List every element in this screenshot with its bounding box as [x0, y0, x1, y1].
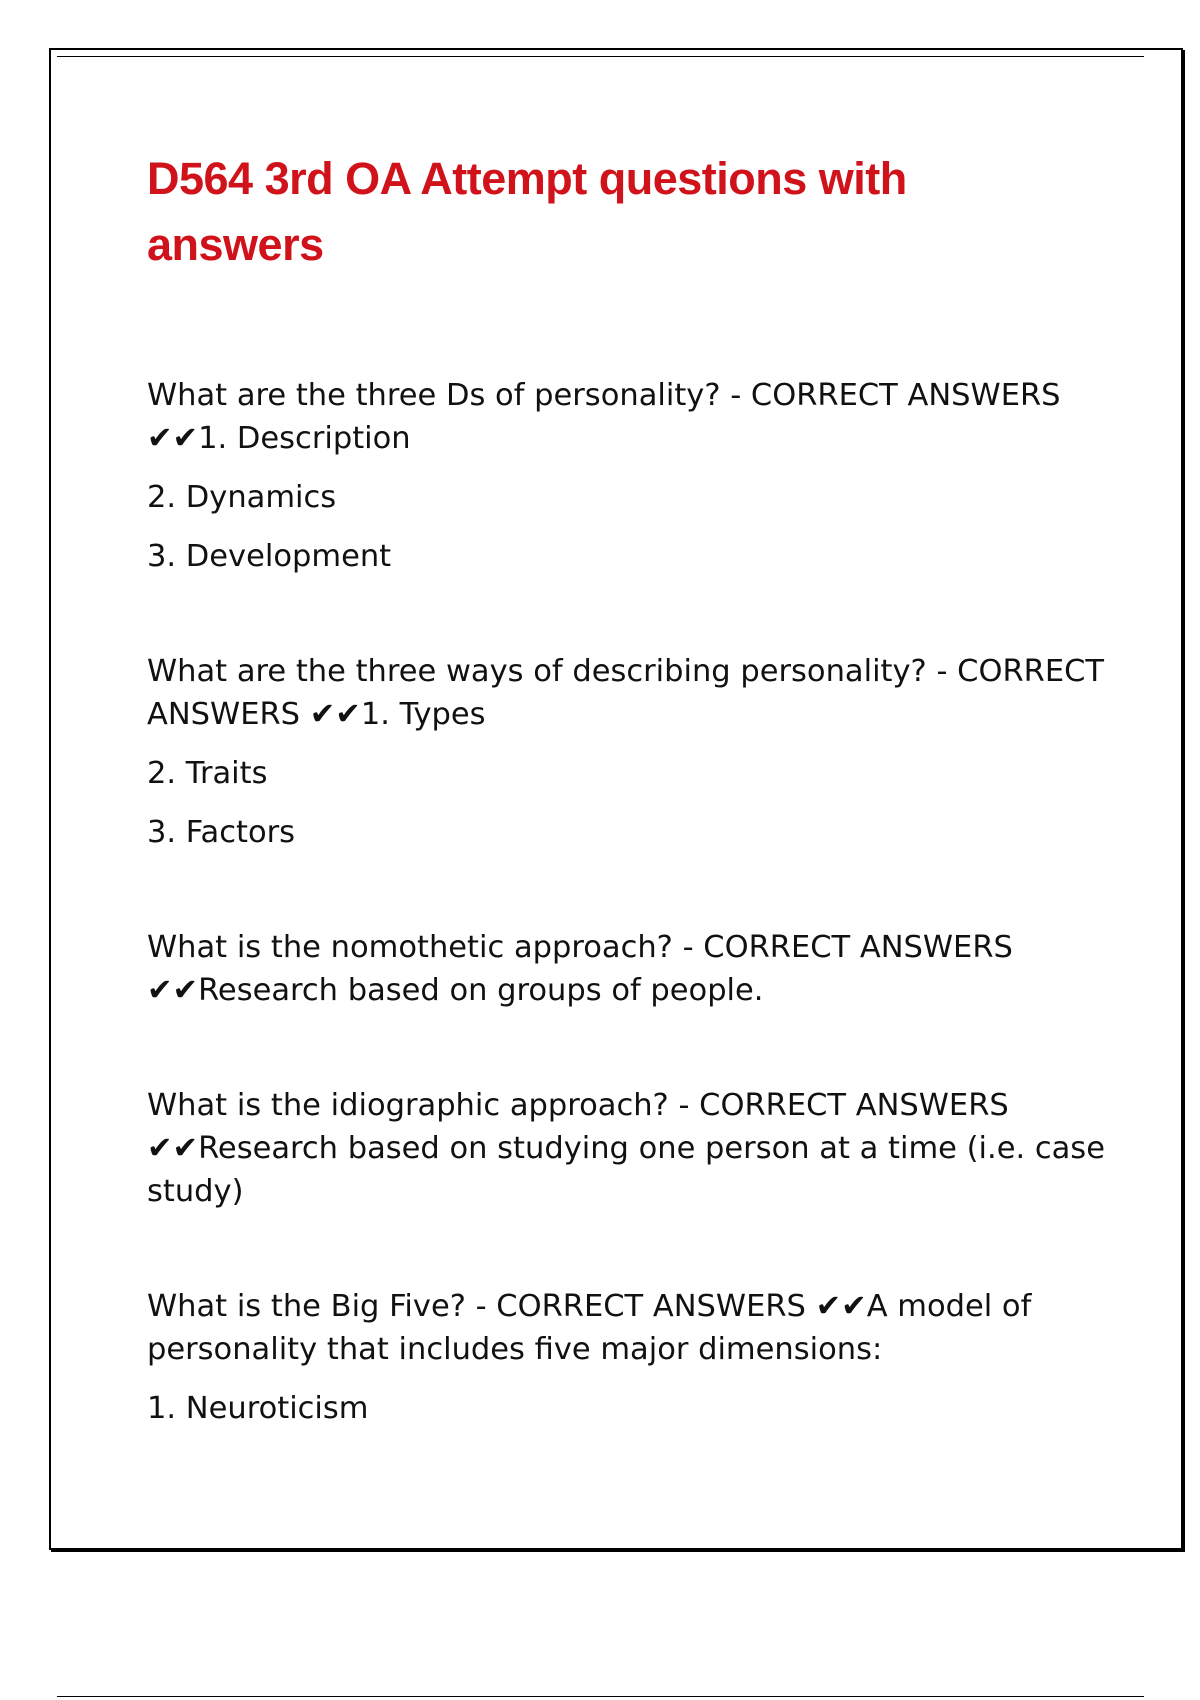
qa-item-three-ds [147, 374, 1127, 578]
qa-question-text: What is the idiographic approach? - CORRECT ANSWERS ✔✔Research based on studying one person at a time (i.e. case study) [147, 1088, 1105, 1209]
qa-answer-line: 2. Traits [147, 756, 268, 791]
bottom-rule [57, 1696, 1144, 1697]
qa-item-idiographic [147, 1084, 1127, 1213]
top-rule [57, 56, 1144, 57]
qa-item-describing-personality [147, 650, 1127, 854]
qa-question-text: What are the three ways of describing personality? - CORRECT ANSWERS ✔✔1. Types [147, 654, 1105, 732]
qa-question-text: What is the Big Five? - CORRECT ANSWERS ✔✔A model of personality that includes five major dimensions: [147, 1289, 1032, 1367]
qa-answer-line: 3. Development [147, 539, 392, 574]
qa-question-text: What are the three Ds of personality? - CORRECT ANSWERS ✔✔1. Description [147, 378, 1061, 456]
page-frame [49, 48, 1183, 1550]
qa-answer-line: 1. Neuroticism [147, 1391, 369, 1426]
qa-item-big-five [147, 1285, 1127, 1430]
document-content [147, 146, 1127, 1430]
qa-item-nomothetic [147, 926, 1127, 1012]
qa-answer-line: 2. Dynamics [147, 480, 337, 515]
document-title: D564 3rd OA Attempt questions with answers [147, 153, 907, 270]
qa-answer-line: 3. Factors [147, 815, 296, 850]
qa-list [147, 374, 1127, 1430]
qa-question-text: What is the nomothetic approach? - CORRECT ANSWERS ✔✔Research based on groups of people. [147, 930, 1013, 1008]
